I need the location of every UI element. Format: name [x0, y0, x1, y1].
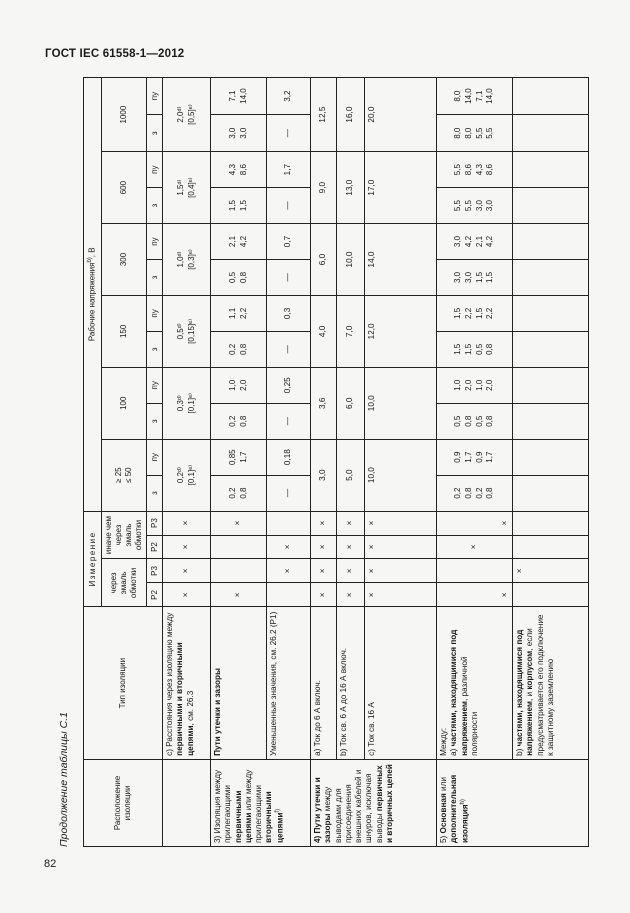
mark-cell: × — [365, 535, 437, 559]
type-cell: Между: a) частями, находящимися под напряжением, различной полярности — [437, 607, 513, 759]
value-cell: 0,3 — [267, 295, 311, 331]
mark-cell: × — [267, 559, 311, 583]
col-sub-z: з — [147, 259, 163, 295]
value-cell: 1,5ᵈ⁾ [0,4]ᵉ⁾ — [163, 152, 211, 224]
col-sub-pu: пу — [147, 367, 163, 403]
value-cell: 1,0 2,0 — [211, 367, 267, 403]
value-cell: 12,0 — [365, 295, 437, 367]
mark-cell: × — [437, 583, 513, 607]
col-sub-pu: пу — [147, 152, 163, 188]
value-cell-empty — [513, 188, 589, 224]
table-row — [311, 78, 337, 847]
location-cell: 3) Изоляция между прилегающими первичными цепями или между прилегающими вторичными цепями$^{f)}$ — [211, 759, 311, 846]
dash-cell: — — [267, 115, 311, 152]
value-cell: 1,1 2,2 — [211, 295, 267, 331]
dash-cell: — — [267, 188, 311, 224]
mark-cell: × — [163, 583, 211, 607]
mark-cell-empty — [513, 583, 589, 607]
value-cell: 5,5 5,5 3,0 3,0 — [437, 188, 513, 224]
value-cell: 0,85 1,7 — [211, 439, 267, 475]
value-cell-empty — [513, 475, 589, 511]
value-cell: 13,0 — [337, 152, 365, 224]
col-sub-z: з — [147, 475, 163, 511]
value-cell: 6,0 — [337, 367, 365, 439]
col-voltage-100: 100 — [102, 367, 147, 439]
value-cell: 3,6 — [311, 367, 337, 439]
value-cell: 1,0 2,0 1,0 2,0 — [437, 367, 513, 403]
mark-cell: × — [163, 511, 211, 535]
table-row — [513, 78, 589, 847]
value-cell: 1,5 2,2 1,5 2,2 — [437, 295, 513, 331]
table-row — [211, 78, 267, 847]
value-cell: 0,25 — [267, 367, 311, 403]
mark-cell: × — [267, 535, 311, 559]
value-cell: 4,0 — [311, 295, 337, 367]
value-cell-empty — [513, 78, 589, 115]
col-p3: P3 — [147, 559, 163, 583]
type-cell: c) Ток св. 16 А — [365, 607, 437, 759]
value-cell: 8,0 14,0 7,1 14,0 — [437, 78, 513, 115]
value-cell: 1,7 — [267, 152, 311, 188]
value-cell: 17,0 — [365, 152, 437, 224]
value-cell: 6,0 — [311, 224, 337, 296]
mark-cell: × — [337, 535, 365, 559]
value-cell-empty — [513, 367, 589, 403]
value-cell: 10,0 — [365, 367, 437, 439]
value-cell: 9,0 — [311, 152, 337, 224]
value-cell: 0,5 0,8 0,5 0,8 — [437, 403, 513, 439]
value-cell: 0,2 0,8 0,2 0,8 — [437, 475, 513, 511]
insulation-distance-table — [83, 77, 589, 847]
col-p2: P2 — [147, 535, 163, 559]
mark-cell-empty — [211, 559, 267, 583]
mark-cell: × — [311, 511, 337, 535]
mark-cell: × — [163, 535, 211, 559]
value-cell: 2,0ᵈ⁾ [0,5]ᵉ⁾ — [163, 78, 211, 152]
value-cell: 0,2ᵈ⁾ [0,1]ᵉ⁾ — [163, 439, 211, 511]
document-code: ГОСТ IEC 61558-1—2012 — [45, 48, 185, 60]
mark-cell: × — [311, 535, 337, 559]
col-voltage-150: 150 — [102, 295, 147, 367]
col-voltage-25-50: ≥ 25 ≤ 50 — [102, 439, 147, 511]
value-cell: 0,2 0,8 — [211, 331, 267, 367]
value-cell-empty — [513, 152, 589, 188]
value-cell: 8,0 8,0 5,5 5,5 — [437, 115, 513, 152]
mark-cell: × — [365, 559, 437, 583]
col-sub-pu: пу — [147, 78, 163, 115]
col-working-voltage-header: Рабочие напряжения$^{b)}$, В — [84, 78, 102, 512]
value-cell-empty — [513, 224, 589, 260]
dash-cell: — — [267, 259, 311, 295]
mark-cell-empty — [513, 511, 589, 535]
mark-cell-empty — [437, 559, 513, 583]
mark-cell: × — [437, 511, 513, 535]
page-number: 82 — [44, 858, 57, 870]
type-cell: c) Расстояния через изоляцию между первичными и вторичными цепями, см. 26.3 — [163, 607, 211, 759]
value-cell: 20,0 — [365, 78, 437, 152]
mark-cell: × — [365, 583, 437, 607]
value-cell-empty — [513, 295, 589, 331]
mark-cell: × — [311, 559, 337, 583]
col-sub-z: з — [147, 403, 163, 439]
value-cell: 2,1 4,2 — [211, 224, 267, 260]
type-cell: a) Ток до 6 А включ. — [311, 607, 337, 759]
mark-cell: × — [163, 559, 211, 583]
value-cell: 1,5 1,5 — [211, 188, 267, 224]
col-voltage-1000: 1000 — [102, 78, 147, 152]
col-voltage-300: 300 — [102, 224, 147, 296]
value-cell: 16,0 — [337, 78, 365, 152]
value-cell-empty — [513, 403, 589, 439]
value-cell: 0,5 0,8 — [211, 259, 267, 295]
col-location-header: Расположение изоляции — [84, 759, 163, 846]
mark-cell: × — [337, 511, 365, 535]
col-sub-z: з — [147, 188, 163, 224]
value-cell: 0,2 0,8 — [211, 403, 267, 439]
value-cell: 12,5 — [311, 78, 337, 152]
value-cell-empty — [513, 331, 589, 367]
value-cell-empty — [513, 259, 589, 295]
value-cell: 0,7 — [267, 224, 311, 260]
type-cell: b) частями, находящимися под напряжением, и корпусом, если предусматривается его подключение к защитному заземлению — [513, 607, 589, 759]
table-row — [337, 78, 365, 847]
value-cell: 10,0 — [365, 439, 437, 511]
mark-cell: × — [211, 511, 267, 535]
value-cell: 1,5 1,5 0,5 0,8 — [437, 331, 513, 367]
mark-cell: × — [365, 511, 437, 535]
col-sub-pu: пу — [147, 439, 163, 475]
type-cell: Уменьшенные значения, см. 26.2 (P1) — [267, 607, 311, 759]
table-row — [267, 78, 311, 847]
value-cell: 0,2 0,8 — [211, 475, 267, 511]
value-cell: 0,5ᵈ⁾ [0,15]ᵉ⁾ — [163, 295, 211, 367]
type-cell: b) Ток св. 6 А до 16 А включ. — [337, 607, 365, 759]
col-p3: P3 — [147, 511, 163, 535]
value-cell: 3,0 — [311, 439, 337, 511]
value-cell-empty — [513, 115, 589, 152]
location-cell: 4) Пути утечки и зазоры между выводами для присоединения внешних кабелей и шнуров, исключая выводы первичных и вторичных цепей — [311, 759, 437, 846]
value-cell: 4,3 8,6 — [211, 152, 267, 188]
mark-cell: × — [437, 535, 513, 559]
col-through-enamel: через эмаль обмотки — [102, 559, 147, 607]
mark-cell: × — [211, 583, 267, 607]
value-cell: 1,0ᵈ⁾ [0,3]ᵉ⁾ — [163, 224, 211, 296]
value-cell: 14,0 — [365, 224, 437, 296]
mark-cell: × — [311, 583, 337, 607]
value-cell: 0,18 — [267, 439, 311, 475]
dash-cell: — — [267, 475, 311, 511]
value-cell: 7,1 14,0 — [211, 78, 267, 115]
value-cell-empty — [513, 439, 589, 475]
value-cell: 3,0 4,2 2,1 4,2 — [437, 224, 513, 260]
value-cell: 0,9 1,7 0,9 1,7 — [437, 439, 513, 475]
col-other-than-enamel: иначе чем через эмаль обмотки — [102, 511, 147, 559]
col-p2: P2 — [147, 583, 163, 607]
table-caption: Продолжение таблицы С.1 — [58, 712, 70, 847]
mark-cell-empty — [267, 583, 311, 607]
col-sub-pu: пу — [147, 224, 163, 260]
col-measurement-header: Измерение — [84, 511, 102, 607]
value-cell: 10,0 — [337, 224, 365, 296]
mark-cell: × — [337, 559, 365, 583]
dash-cell: — — [267, 403, 311, 439]
location-cell-empty — [163, 759, 211, 846]
value-cell: 7,0 — [337, 295, 365, 367]
value-cell: 5,0 — [337, 439, 365, 511]
value-cell: 3,0 3,0 — [211, 115, 267, 152]
value-cell: 3,2 — [267, 78, 311, 115]
col-sub-pu: пу — [147, 295, 163, 331]
col-sub-z: з — [147, 115, 163, 152]
value-cell: 3,0 3,0 1,5 1,5 — [437, 259, 513, 295]
type-cell: Пути утечки и зазоры — [211, 607, 267, 759]
col-sub-z: з — [147, 331, 163, 367]
table-row — [437, 78, 513, 847]
table-row — [365, 78, 437, 847]
location-cell: 5) Основная или дополнительная изоляция$^{h)}$ — [437, 759, 589, 846]
col-voltage-600: 600 — [102, 152, 147, 224]
dash-cell: — — [267, 331, 311, 367]
rotated-table-page — [58, 77, 561, 847]
mark-cell-empty — [513, 535, 589, 559]
mark-cell: × — [513, 559, 589, 583]
value-cell: 5,5 8,6 4,3 8,6 — [437, 152, 513, 188]
col-type-header: Тип изоляции — [84, 607, 163, 759]
table-row — [163, 78, 211, 847]
mark-cell-empty — [267, 511, 311, 535]
mark-cell: × — [337, 583, 365, 607]
mark-cell-empty — [211, 535, 267, 559]
value-cell: 0,3ᵈ⁾ [0,1]ᵉ⁾ — [163, 367, 211, 439]
